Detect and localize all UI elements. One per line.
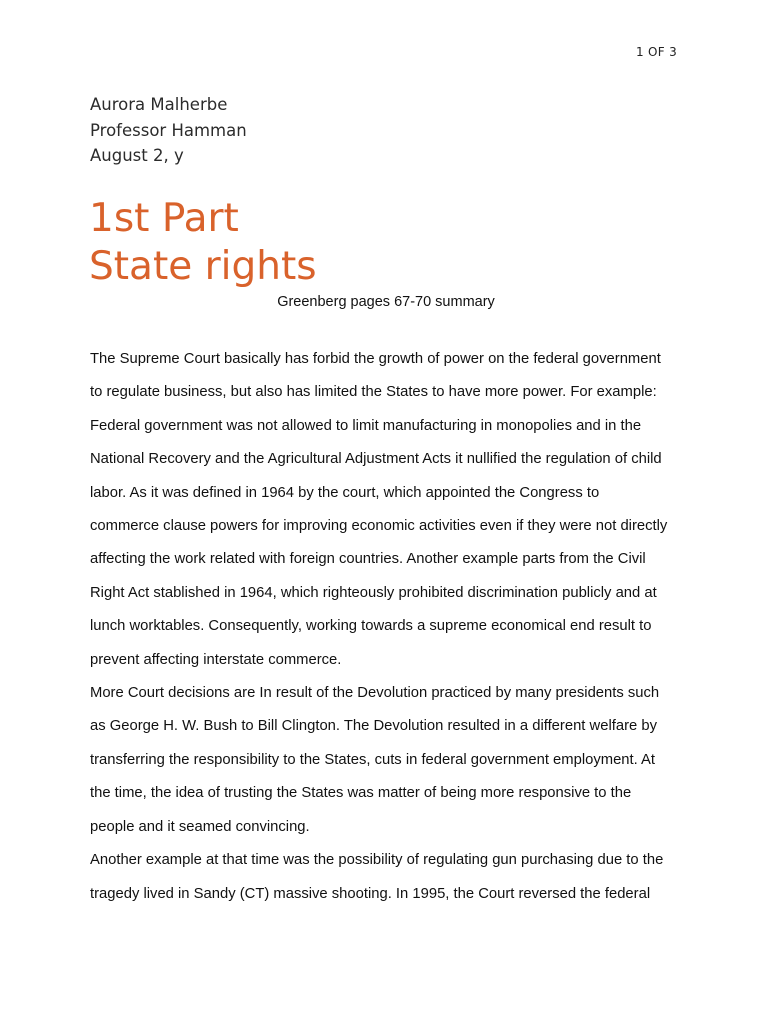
body-line: Another example at that time was the possibility of regulating gun purchasing due to the: [90, 852, 664, 869]
body-line: labor. As it was defined in 1964 by the court, which appointed the Congress to: [90, 484, 600, 501]
body-line: as George H. W. Bush to Bill Clington. The Devolution resulted in a different welfare by: [90, 718, 657, 735]
body-text: [90, 343, 690, 911]
author-name: Aurora Malherbe: [90, 95, 228, 114]
body-line: tragedy lived in Sandy (CT) massive shooting. In 1995, the Court reversed the federal: [90, 885, 651, 902]
document-date: August 2, y: [90, 146, 184, 165]
document-title: [89, 195, 317, 291]
document-header: [90, 92, 247, 169]
title-line-part: 1st Part: [89, 196, 239, 241]
title-line-topic: State rights: [89, 244, 317, 289]
document-subtitle: Greenberg pages 67-70 summary: [277, 294, 495, 310]
body-line: National Recovery and the Agricultural Adjustment Acts it nullified the regulation of child: [90, 451, 662, 468]
body-line: Federal government was not allowed to limit manufacturing in monopolies and in the: [90, 417, 642, 434]
body-line: More Court decisions are In result of the Devolution practiced by many presidents such: [90, 685, 660, 702]
body-line: people and it seamed convincing.: [90, 818, 310, 835]
page-number: 1 OF 3: [635, 45, 677, 59]
professor-name: Professor Hamman: [90, 120, 247, 140]
body-line: the time, the idea of trusting the States was matter of being more responsive to the: [90, 785, 632, 802]
body-line: commerce clause powers for improving economic activities even if they were not directly: [90, 518, 668, 535]
body-line: The Supreme Court basically has forbid the growth of power on the federal government: [90, 351, 661, 367]
body-line: affecting the work related with foreign countries. Another example parts from the Civil: [90, 551, 646, 568]
body-line: transferring the responsibility to the States, cuts in federal government employment. At: [90, 751, 656, 768]
body-line: prevent affecting interstate commerce.: [90, 651, 342, 668]
body-line: lunch worktables. Consequently, working towards a supreme economical end result to: [90, 618, 652, 635]
body-line: Right Act stablished in 1964, which righteously prohibited discrimination publicly and at: [90, 584, 657, 601]
body-line: to regulate business, but also has limited the States to have more power. For example:: [90, 384, 657, 401]
